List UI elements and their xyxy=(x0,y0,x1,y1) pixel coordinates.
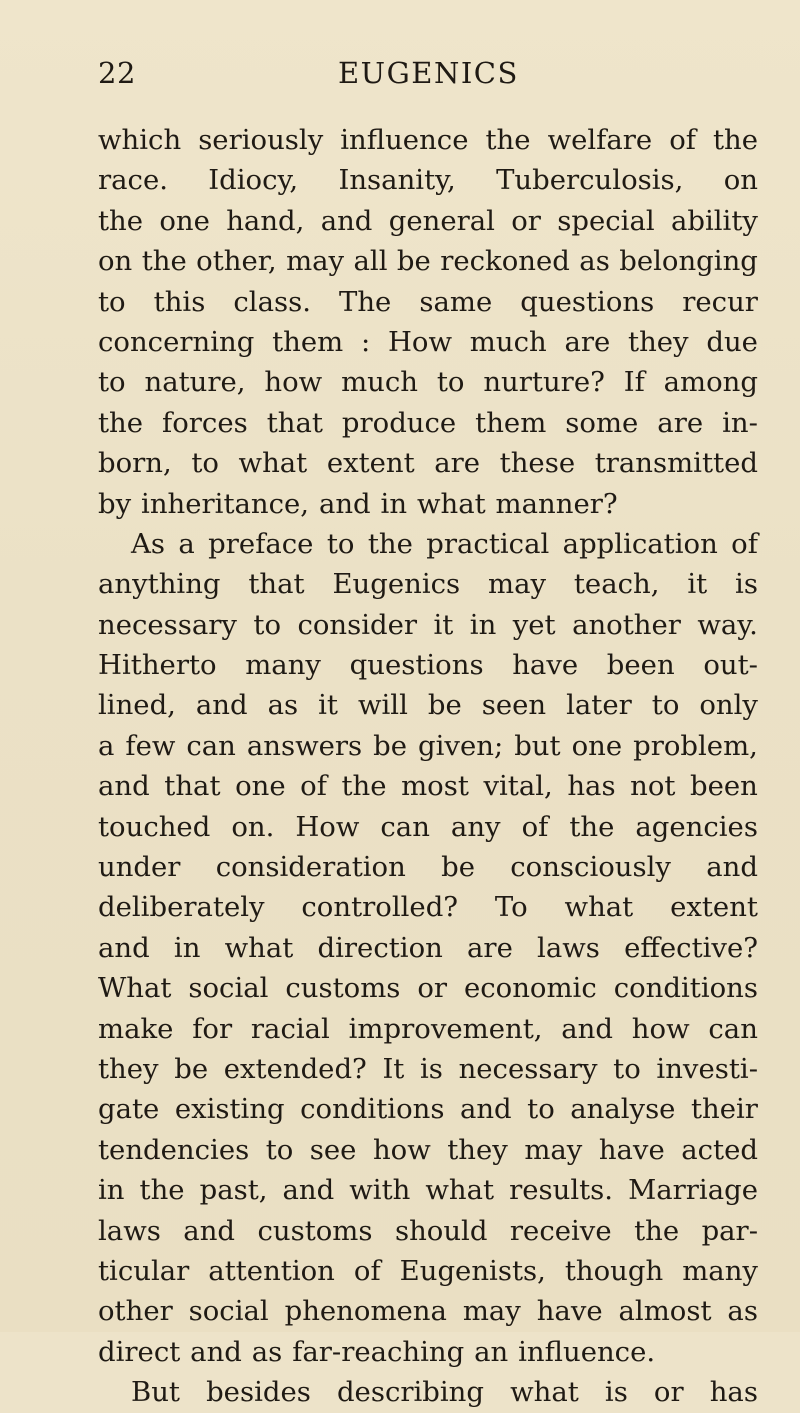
word: may xyxy=(462,1295,521,1328)
word: If xyxy=(623,366,645,399)
word: existing xyxy=(174,1093,285,1126)
text-line xyxy=(98,726,758,766)
word: extent xyxy=(326,447,415,480)
word: be xyxy=(441,851,475,884)
word: and xyxy=(318,487,371,520)
text-line xyxy=(98,564,758,604)
word: in xyxy=(469,608,497,641)
word: The xyxy=(338,285,392,318)
word: what xyxy=(238,447,308,480)
word: To xyxy=(494,891,528,924)
word: have xyxy=(512,649,579,682)
word: the xyxy=(634,1214,680,1247)
word: results. xyxy=(509,1174,614,1207)
word: these xyxy=(499,447,576,480)
text-line xyxy=(98,1049,758,1089)
word: Insanity, xyxy=(338,164,456,197)
text-line xyxy=(98,484,758,524)
word: How xyxy=(387,325,453,358)
word: nature, xyxy=(144,366,246,399)
word: much xyxy=(469,325,547,358)
word: lined, xyxy=(98,689,176,722)
word: though xyxy=(564,1254,664,1287)
word: consider xyxy=(297,608,418,641)
word: Idiocy, xyxy=(208,164,299,197)
word: born, xyxy=(98,447,172,480)
word: the xyxy=(367,527,413,560)
word: class. xyxy=(233,285,311,318)
word: direction xyxy=(317,931,443,964)
word: ticular xyxy=(98,1254,190,1287)
word: among xyxy=(663,366,758,399)
word: produce xyxy=(341,406,457,439)
word: Eugenics xyxy=(332,568,461,601)
word: of xyxy=(353,1254,381,1287)
word: social xyxy=(188,972,269,1005)
word: influence xyxy=(340,124,469,156)
word: of xyxy=(300,770,327,803)
word: way. xyxy=(697,608,758,641)
word: a xyxy=(98,729,115,762)
word: many xyxy=(682,1254,758,1287)
word: extended? xyxy=(223,1052,367,1085)
word: as xyxy=(579,245,610,278)
word: the xyxy=(341,770,387,803)
word: the xyxy=(141,245,187,278)
word: and xyxy=(459,1093,512,1126)
word: and xyxy=(195,689,248,722)
word: for xyxy=(192,1012,233,1045)
text-line xyxy=(98,645,758,685)
word: are xyxy=(564,325,611,358)
word: problem, xyxy=(633,729,758,762)
text-line xyxy=(98,605,758,645)
word: any xyxy=(450,810,501,843)
word: almost xyxy=(618,1295,712,1328)
word: to xyxy=(265,1133,294,1166)
word: general xyxy=(388,204,495,237)
text-line xyxy=(98,887,758,927)
word: and xyxy=(190,1335,242,1368)
word: is xyxy=(735,568,758,601)
word: same xyxy=(419,285,493,318)
text-line xyxy=(98,1009,758,1049)
word: customs xyxy=(285,972,401,1005)
word: which xyxy=(98,124,182,156)
word: have xyxy=(536,1295,603,1328)
word: their xyxy=(690,1093,758,1126)
word: the xyxy=(485,124,531,156)
word: the xyxy=(569,810,615,843)
word: another xyxy=(572,608,681,641)
text-line xyxy=(98,928,758,968)
word: concerning xyxy=(98,325,255,358)
word: investi- xyxy=(656,1052,758,1085)
word: all xyxy=(353,245,388,278)
word: only xyxy=(699,689,758,722)
word: what xyxy=(564,891,634,924)
text-line xyxy=(98,1291,758,1331)
text-line xyxy=(98,160,758,200)
word: to xyxy=(98,366,126,399)
word: laws xyxy=(98,1214,161,1247)
word: forces xyxy=(162,406,248,439)
word: answers xyxy=(246,729,363,762)
word: manner? xyxy=(495,487,618,520)
body-text xyxy=(98,120,758,1413)
word: anything xyxy=(98,568,221,601)
word: that xyxy=(266,406,323,439)
text-line xyxy=(98,322,758,362)
word: conditions xyxy=(300,1093,445,1126)
word: what xyxy=(416,487,486,520)
word: as xyxy=(267,689,299,722)
word: been xyxy=(690,770,758,803)
word: and xyxy=(183,1214,236,1247)
word: much xyxy=(341,366,418,399)
word: is xyxy=(420,1052,443,1085)
word: and xyxy=(320,204,373,237)
word: Marriage xyxy=(628,1174,758,1207)
word: phenomena xyxy=(284,1295,447,1328)
page-number: 22 xyxy=(98,56,136,90)
word: be xyxy=(174,1052,209,1085)
word: belonging xyxy=(619,245,758,278)
word: to xyxy=(253,608,282,641)
text-line xyxy=(98,968,758,1008)
text-line xyxy=(98,524,758,564)
word: to xyxy=(613,1052,641,1085)
word: Tuberculosis, xyxy=(496,164,684,197)
word: and xyxy=(98,931,150,964)
word: hand, xyxy=(226,204,305,237)
word: yet xyxy=(512,608,556,641)
word: Eugenists, xyxy=(399,1254,546,1287)
word: the xyxy=(98,204,144,237)
word: improvement, xyxy=(348,1012,543,1045)
word: can xyxy=(708,1012,758,1045)
word: gate xyxy=(98,1093,160,1126)
word: what xyxy=(224,931,294,964)
word: and xyxy=(561,1012,613,1045)
word: and xyxy=(98,770,150,803)
word: economic xyxy=(463,972,597,1005)
word: the xyxy=(712,124,758,156)
word: not xyxy=(630,770,676,803)
word: special xyxy=(557,204,655,237)
word: out- xyxy=(703,649,758,682)
word: on xyxy=(98,245,133,278)
word: should xyxy=(394,1214,488,1247)
word: and xyxy=(282,1174,335,1207)
word: nurture? xyxy=(483,366,605,399)
word: As xyxy=(131,527,165,560)
word: practical xyxy=(426,527,550,560)
word: few xyxy=(125,729,176,762)
running-title: EUGENICS xyxy=(338,56,519,90)
word: a xyxy=(178,527,195,560)
word: receive xyxy=(509,1214,612,1247)
word: them xyxy=(475,406,547,439)
text-line xyxy=(98,685,758,725)
word: see xyxy=(309,1133,357,1166)
word: of xyxy=(669,124,696,156)
word: race. xyxy=(98,164,168,197)
word: other, xyxy=(196,245,277,278)
word: reckoned xyxy=(440,245,570,278)
word: deliberately xyxy=(98,891,265,924)
text-line xyxy=(98,282,758,322)
word: of xyxy=(521,810,549,843)
word: inheritance, xyxy=(141,487,310,520)
word: an xyxy=(474,1335,509,1368)
word: the xyxy=(98,406,144,439)
word: or xyxy=(511,204,541,237)
word: how xyxy=(264,366,323,399)
word: they xyxy=(447,1133,508,1166)
word: can xyxy=(380,810,430,843)
word: as xyxy=(727,1295,758,1328)
running-head xyxy=(98,56,728,100)
word: given; xyxy=(418,729,504,762)
word: recur xyxy=(682,285,758,318)
word: and xyxy=(706,851,758,884)
text-line xyxy=(98,241,758,281)
word: par- xyxy=(701,1214,758,1247)
word: to xyxy=(326,527,355,560)
word: necessary xyxy=(458,1052,598,1085)
word: seen xyxy=(481,689,547,722)
word: what xyxy=(510,1376,579,1409)
word: or xyxy=(417,972,448,1005)
word: how xyxy=(631,1012,690,1045)
word: effective? xyxy=(624,931,758,964)
word: that xyxy=(248,568,305,601)
word: be xyxy=(373,729,408,762)
word: teach, xyxy=(573,568,660,601)
word: application xyxy=(562,527,718,560)
word: attention xyxy=(208,1254,335,1287)
word: in xyxy=(380,487,408,520)
word: describing xyxy=(336,1376,485,1409)
word: in xyxy=(98,1174,125,1207)
text-line xyxy=(98,766,758,806)
word: besides xyxy=(206,1376,311,1409)
word: due xyxy=(706,325,758,358)
word: it xyxy=(433,608,454,641)
word: laws xyxy=(537,931,600,964)
word: one xyxy=(235,770,286,803)
text-line xyxy=(98,120,758,160)
text-line xyxy=(98,1211,758,1251)
word: on. xyxy=(231,810,275,843)
word: them xyxy=(272,325,344,358)
word: seriously xyxy=(198,124,324,156)
word: tendencies xyxy=(98,1133,250,1166)
word: most xyxy=(401,770,469,803)
word: many xyxy=(245,649,321,682)
word: the xyxy=(139,1174,185,1207)
word: What xyxy=(98,972,172,1005)
word: : xyxy=(360,325,371,358)
text-line xyxy=(98,1089,758,1129)
word: ability xyxy=(670,204,758,237)
word: are xyxy=(657,406,704,439)
word: agencies xyxy=(635,810,758,843)
word: to xyxy=(651,689,680,722)
word: what xyxy=(425,1174,495,1207)
word: is xyxy=(604,1376,628,1409)
word: are xyxy=(434,447,481,480)
word: to xyxy=(436,366,465,399)
word: welfare xyxy=(547,124,653,156)
word: transmitted xyxy=(594,447,758,480)
word: touched xyxy=(98,810,211,843)
text-line xyxy=(98,362,758,402)
word: are xyxy=(467,931,513,964)
word: or xyxy=(653,1376,684,1409)
word: some xyxy=(565,406,639,439)
word: It xyxy=(382,1052,405,1085)
word: later xyxy=(566,689,632,722)
word: that xyxy=(164,770,221,803)
word: questions xyxy=(520,285,655,318)
word: controlled? xyxy=(301,891,459,924)
word: extent xyxy=(670,891,758,924)
word: this xyxy=(153,285,206,318)
word: in xyxy=(173,931,201,964)
word: to xyxy=(191,447,219,480)
word: conditions xyxy=(613,972,758,1005)
word: of xyxy=(731,527,758,560)
word: vital, xyxy=(483,770,553,803)
word: be xyxy=(396,245,431,278)
word: how xyxy=(372,1133,431,1166)
text-line xyxy=(98,847,758,887)
word: but xyxy=(514,729,561,762)
word: racial xyxy=(250,1012,330,1045)
word: one xyxy=(159,204,210,237)
word: influence. xyxy=(518,1335,656,1368)
word: it xyxy=(687,568,708,601)
text-line xyxy=(98,1251,758,1291)
word: they xyxy=(628,325,689,358)
word: will xyxy=(357,689,408,722)
word: as xyxy=(251,1335,283,1368)
word: consciously xyxy=(510,851,671,884)
text-line xyxy=(98,201,758,241)
text-line xyxy=(98,1332,758,1372)
word: necessary xyxy=(98,608,237,641)
word: make xyxy=(98,1012,174,1045)
word: have xyxy=(598,1133,665,1166)
word: they xyxy=(98,1052,159,1085)
text-line xyxy=(98,1170,758,1210)
word: may xyxy=(286,245,345,278)
word: been xyxy=(606,649,675,682)
text-line xyxy=(98,1130,758,1170)
word: may xyxy=(524,1133,583,1166)
word: acted xyxy=(681,1133,758,1166)
word: has xyxy=(709,1376,758,1409)
word: questions xyxy=(349,649,484,682)
word: can xyxy=(186,729,236,762)
word: has xyxy=(567,770,616,803)
word: to xyxy=(527,1093,555,1126)
word: consideration xyxy=(215,851,406,884)
text-line xyxy=(98,403,758,443)
word: past, xyxy=(199,1174,268,1207)
word: Hitherto xyxy=(98,649,217,682)
word: far-reaching xyxy=(292,1335,465,1368)
text-line xyxy=(98,1372,758,1412)
word: one xyxy=(571,729,623,762)
word: may xyxy=(488,568,547,601)
word: direct xyxy=(98,1335,181,1368)
word: But xyxy=(131,1376,180,1409)
word: other xyxy=(98,1295,173,1328)
word: How xyxy=(295,810,360,843)
word: customs xyxy=(257,1214,373,1247)
word: be xyxy=(427,689,462,722)
word: to xyxy=(98,285,126,318)
text-line xyxy=(98,807,758,847)
text-line xyxy=(98,443,758,483)
word: on xyxy=(723,164,758,197)
word: under xyxy=(98,851,181,884)
word: in- xyxy=(722,406,758,439)
word: with xyxy=(349,1174,411,1207)
word: social xyxy=(188,1295,269,1328)
word: it xyxy=(318,689,338,722)
word: analyse xyxy=(570,1093,676,1126)
word: preface xyxy=(208,527,314,560)
word: by xyxy=(98,487,132,520)
